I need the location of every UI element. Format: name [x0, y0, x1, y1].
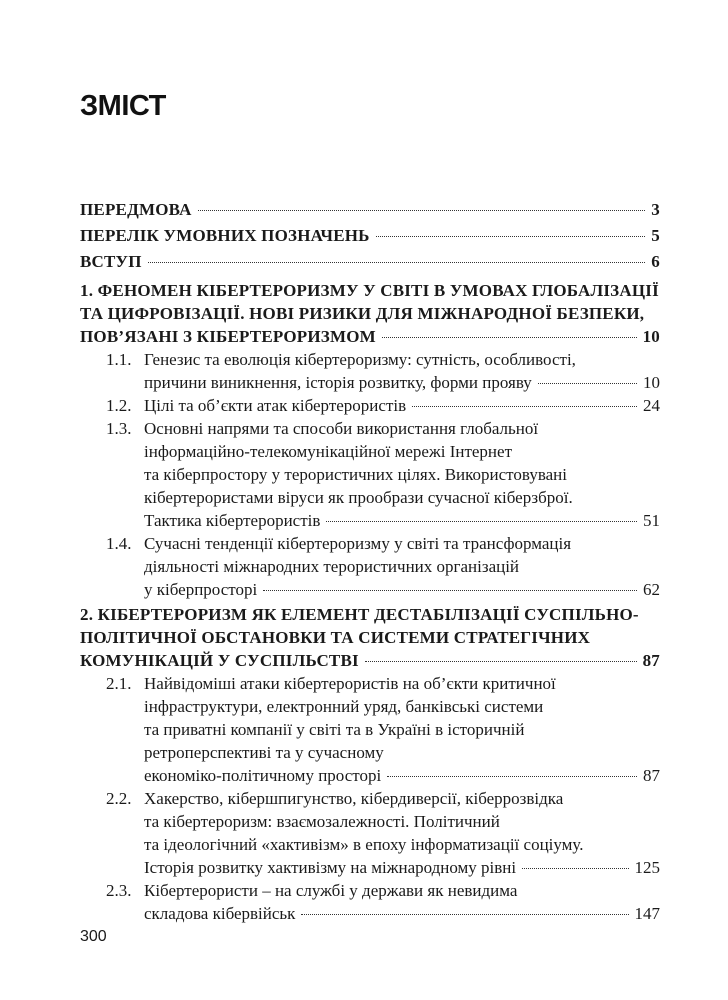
toc-entry-section-2-3[interactable] [80, 879, 660, 925]
toc-entry-chapter-2[interactable] [80, 603, 660, 672]
section-title-line: діяльності міжнародних терористичних організацій [144, 557, 520, 576]
section-number: 2.3. [106, 881, 132, 900]
toc-entry-abbreviations[interactable] [80, 224, 660, 247]
page-number: 300 [80, 928, 107, 945]
section-title-line: Генезис та еволюція кібертероризму: сутність, особливості, [144, 350, 576, 369]
toc-entry-section-1-3[interactable] [80, 417, 660, 532]
dot-leader [412, 406, 637, 407]
toc-entry-section-2-1[interactable] [80, 672, 660, 787]
toc-entry-page: 51 [643, 511, 660, 530]
toc-entry-page: 10 [643, 373, 660, 392]
page-heading: ЗМІСТ [80, 90, 166, 122]
section-number: 1.3. [106, 419, 132, 438]
toc-entry-section-1-1[interactable] [80, 348, 660, 394]
dot-leader [382, 337, 637, 338]
section-title-line: Тактика кібертерористів [144, 511, 321, 530]
section-number: 1.1. [106, 350, 132, 369]
toc-entry-title: ПЕРЕЛІК УМОВНИХ ПОЗНАЧЕНЬ [80, 226, 370, 245]
section-title-line: Найвідоміші атаки кібертерористів на об’єкти критичної [144, 674, 556, 693]
dot-leader [263, 590, 637, 591]
toc-entry-title: ПЕРЕДМОВА [80, 200, 192, 219]
section-title-line: Цілі та об’єкти атак кібертерористів [144, 396, 407, 415]
section-title-line: та ідеологічний «хактивізм» в епоху інформатизації соціуму. [144, 835, 584, 854]
section-title-line: інформаційно-телекомунікаційної мережі Інтернет [144, 442, 513, 461]
section-title-line: та кібертероризм: взаємозалежності. Політичний [144, 812, 500, 831]
dot-leader [376, 236, 646, 237]
toc-entry-page: 24 [643, 396, 660, 415]
dot-leader [538, 383, 637, 384]
toc-entry-page: 125 [634, 858, 660, 877]
chapter-title-line: 1. ФЕНОМЕН КІБЕРТЕРОРИЗМУ У СВІТІ В УМОВАХ ГЛОБАЛІЗАЦІЇ [80, 281, 659, 300]
toc-entry-introduction[interactable] [80, 250, 660, 273]
section-title-line: складова кібервійськ [144, 904, 296, 923]
toc-entry-page: 62 [643, 580, 660, 599]
toc-entry-page: 87 [643, 766, 660, 785]
chapter-title-line: КОМУНІКАЦІЙ У СУСПІЛЬСТВІ [80, 651, 359, 670]
toc-entry-chapter-1[interactable] [80, 279, 660, 348]
chapter-title-line: 2. КІБЕРТЕРОРИЗМ ЯК ЕЛЕМЕНТ ДЕСТАБІЛІЗАЦІЇ СУСПІЛЬНО- [80, 605, 639, 624]
section-title-line: та кіберпростору у терористичних цілях. Використовувані [144, 465, 567, 484]
toc-entry-page: 5 [651, 226, 660, 245]
dot-leader [365, 661, 637, 662]
section-title-line: Історія розвитку хактивізму на міжнародному рівні [144, 858, 517, 877]
toc-entry-title: ВСТУП [80, 252, 142, 271]
dot-leader [387, 776, 637, 777]
section-title-line: та приватні компанії у світі та в Україні в історичній [144, 720, 525, 739]
toc-entry-page: 10 [642, 327, 660, 346]
section-title-line: у кіберпросторі [144, 580, 258, 599]
dot-leader [326, 521, 637, 522]
dot-leader [522, 868, 628, 869]
dot-leader [148, 262, 646, 263]
section-title-line: економіко-політичному просторі [144, 766, 382, 785]
section-number: 1.2. [106, 396, 132, 415]
toc-entry-preface[interactable] [80, 198, 660, 221]
section-title-line: ретроперспективі та у сучасному [144, 743, 384, 762]
chapter-title-line: ПОВ’ЯЗАНІ З КІБЕРТЕРОРИЗМОМ [80, 327, 376, 346]
chapter-title-line: ТА ЦИФРОВІЗАЦІЇ. НОВІ РИЗИКИ ДЛЯ МІЖНАРОДНОЇ БЕЗПЕКИ, [80, 304, 645, 323]
toc-entry-section-1-2[interactable] [80, 394, 660, 417]
section-number: 2.2. [106, 789, 132, 808]
toc-entry-section-1-4[interactable] [80, 532, 660, 601]
section-title-line: Кібертерористи – на службі у держави як невидима [144, 881, 518, 900]
dot-leader [198, 210, 646, 211]
section-title-line: причини виникнення, історія розвитку, форми прояву [144, 373, 532, 392]
toc-entry-page: 3 [651, 200, 660, 219]
section-number: 1.4. [106, 534, 132, 553]
toc-entry-page: 147 [634, 904, 660, 923]
chapter-title-line: ПОЛІТИЧНОЇ ОБСТАНОВКИ ТА СИСТЕМИ СТРАТЕГІЧНИХ [80, 628, 591, 647]
dot-leader [301, 914, 628, 915]
section-number: 2.1. [106, 674, 132, 693]
section-title-line: Сучасні тенденції кібертероризму у світі та трансформація [144, 534, 572, 553]
section-title-line: Основні напрями та способи використання глобальної [144, 419, 539, 438]
section-title-line: кібертерористами віруси як прообрази сучасної кіберзброї. [144, 488, 573, 507]
section-title-line: Хакерство, кібершпигунство, кібердиверсії, кіберрозвідка [144, 789, 564, 808]
toc-entry-section-2-2[interactable] [80, 787, 660, 879]
toc-entry-page: 6 [651, 252, 660, 271]
toc-entry-page: 87 [642, 651, 660, 670]
table-of-contents [80, 198, 660, 925]
section-title-line: інфраструктури, електронний уряд, банківські системи [144, 697, 544, 716]
